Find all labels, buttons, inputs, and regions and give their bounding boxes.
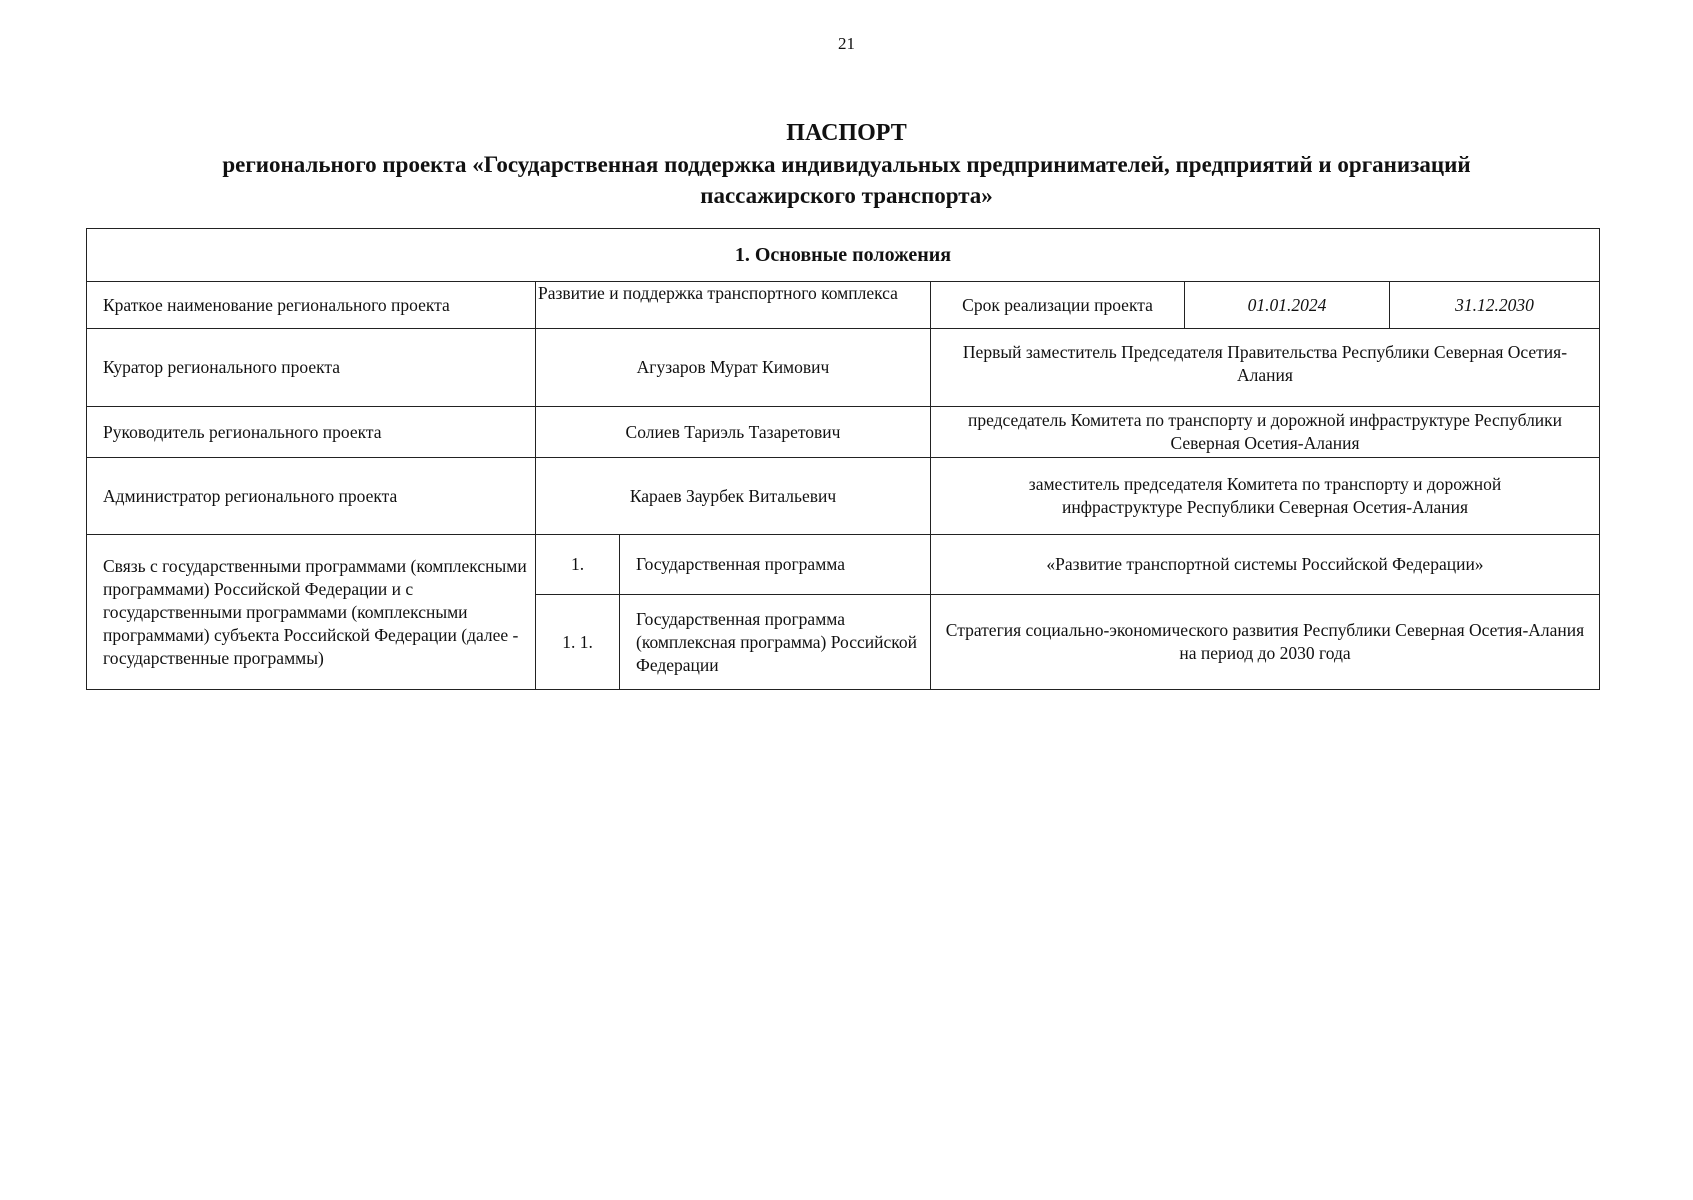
program-type: Государственная программа (комплексная программа) Российской Федерации: [620, 595, 931, 690]
table-row-program-1: [87, 535, 1600, 595]
head-name: Солиев Тариэль Тазаретович: [536, 407, 931, 458]
administrator-position: заместитель председателя Комитета по транспорту и дорожной инфраструктуре Республики Северная Осетия-Алания: [931, 458, 1600, 535]
start-date: 01.01.2024: [1185, 282, 1390, 329]
short-name-value: Развитие и поддержка транспортного комплекса: [536, 282, 931, 329]
section-header-row: [87, 229, 1600, 282]
document-title: [90, 118, 1603, 211]
short-name-label: Краткое наименование регионального проекта: [87, 282, 536, 329]
term-label: Срок реализации проекта: [931, 282, 1185, 329]
program-num: 1. 1.: [536, 595, 620, 690]
end-date: 31.12.2030: [1390, 282, 1600, 329]
program-name: «Развитие транспортной системы Российской Федерации»: [931, 535, 1600, 595]
curator-label: Куратор регионального проекта: [87, 329, 536, 407]
table-row-administrator: [87, 458, 1600, 535]
curator-position: Первый заместитель Председателя Правительства Республики Северная Осетия-Алания: [931, 329, 1600, 407]
table-row-head: [87, 407, 1600, 458]
programs-label: Связь с государственными программами (комплексными программами) Российской Федерации и с государственными программами (комплексными программами) субъекта Российской Федерации (далее - государственные программы): [87, 535, 536, 690]
program-type: Государственная программа: [620, 535, 931, 595]
table-row-short-name: [87, 282, 1600, 329]
curator-name: Агузаров Мурат Кимович: [536, 329, 931, 407]
head-position: председатель Комитета по транспорту и дорожной инфраструктуре Республики Северная Осетия-Алания: [931, 407, 1600, 458]
table-row-curator: [87, 329, 1600, 407]
title-line-3: пассажирского транспорта»: [700, 183, 993, 208]
head-label: Руководитель регионального проекта: [87, 407, 536, 458]
title-main: ПАСПОРТ: [786, 120, 907, 146]
administrator-label: Администратор регионального проекта: [87, 458, 536, 535]
section-header: 1. Основные положения: [87, 229, 1600, 282]
program-name: Стратегия социально-экономического развития Республики Северная Осетия-Алания на период до 2030 года: [931, 595, 1600, 690]
program-num: 1.: [536, 535, 620, 595]
administrator-name: Караев Заурбек Витальевич: [536, 458, 931, 535]
title-line-2: регионального проекта «Государственная поддержка индивидуальных предпринимателей, предприятий и организаций: [222, 152, 1471, 177]
passport-table: [86, 228, 1600, 690]
page-number: 21: [838, 34, 855, 53]
